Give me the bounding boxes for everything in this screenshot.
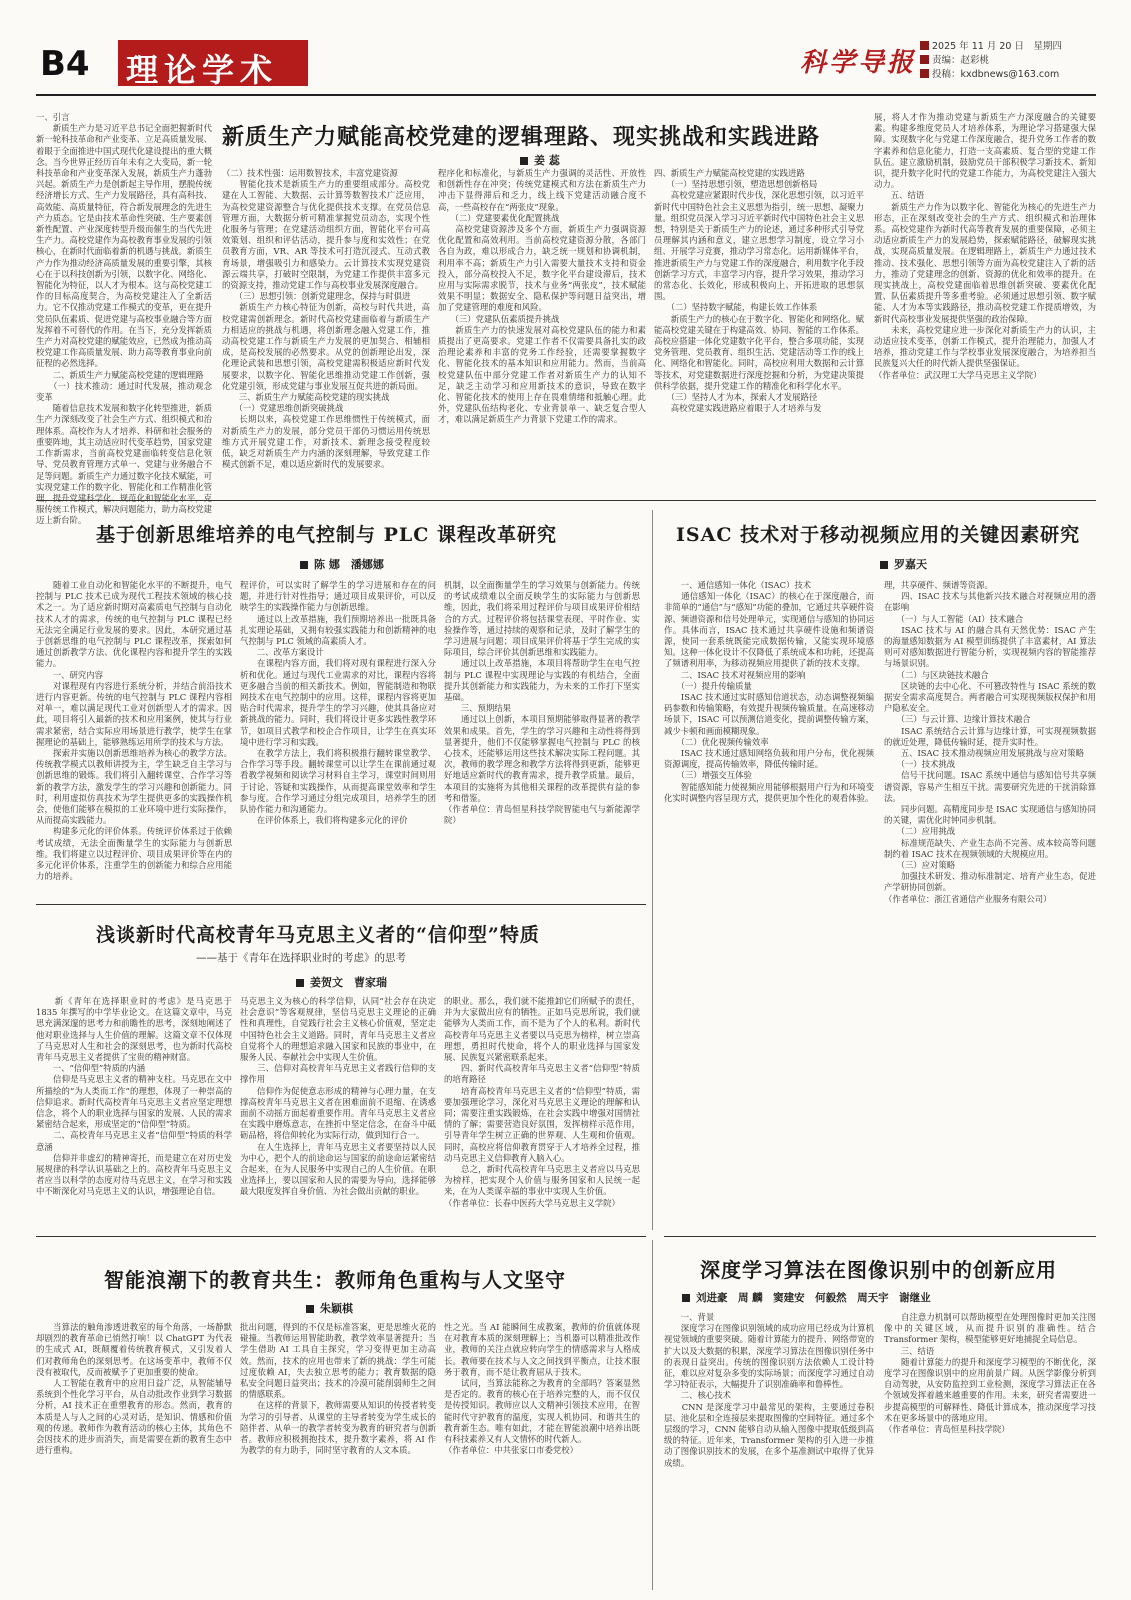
- article2-author: [300, 556, 384, 572]
- editor-name: 责编：赵彩桃: [932, 55, 990, 66]
- article1-column-4: 四、新质生产力赋能高校党建的实践进路 （一）坚持思想引领，塑造思想创新格局 高校党建应紧跟时代步伐，深化思想引领，以习近平新时代中国特色社会主义思想为指引，统一思想、凝聚力量。组织党员深入学习习近平新时代中国特色社会主义思想，特别是关于新质生产力的论述，通过多种形式引导党员理解其内涵和意义，建立思想学习制度，设立学习小组、开展学习竞赛，推动学习常态化。运用新媒体平台，推进新质生产力与党建工作的深度融合，利用数字化手段创新学习方式，丰富学习内容，提升学习效果，推动学习的常态化、长效化，形成积极向上、开拓进取的思想氛围。 （二）坚持数字赋能，构建长效工作体系 新质生产力的核心在于数字化、智能化和网络化。赋能高校党建关键在于构建高效、协同、智能的工作体系。高校应搭建一体化党建数字化平台，整合多项功能，实现党务管理、党员教育、组织生活、党建活动等工作的线上化、网络化和智能化。同时，高校应利用大数据和云计算等技术，对党建数据进行深度挖掘和分析，为党建决策提供科学依据，提升党建工作的精准化和科学化水平。 （三）坚持人才为本，探索人才发展路径 高校党建实践进路应着眼于人才培养与发: [654, 168, 864, 414]
- article2-column-3: 机制，以全面衡量学生的学习效果与创新能力。传统的考试成绩难以全面反映学生的实际能力与创新思维，因此，我们将采用过程评价与项目成果评价相结合的方式。过程评价将包括课堂表现、平时作业、实验操作等，通过持续的观察和记录，及时了解学生的学习进展与问题；项目成果评价将基于学生完成的实际项目，综合评价其创新思维和实践能力。 通过以上改革措施，本项目将帮助学生在电气控制与 PLC 课程中实现理论与实践的有机结合，全面提升其创新能力和实践能力，为未来的工作打下坚实基础。 三、预期结果 通过以上创新，本项目预期能够取得显著的教学效果和成果。首先，学生的学习兴趣和主动性将得到显著提升，他们不仅能够掌握电气控制与 PLC 的核心技术，还能够运用这些技术解决实际工程问题。其次，教师的教学理念和教学方法将得到更新，能够更好地适应新时代的教育需求，提升教学质量。最后，本项目的实施将为其他相关课程的改革提供有益的参考和借鉴。 （作者单位：青岛恒星科技学院智能电气与新能源学院）: [444, 580, 640, 826]
- article1-author: [520, 152, 560, 168]
- article4-author-name: 朱颖棋: [320, 1302, 353, 1315]
- divider-2: [36, 904, 646, 905]
- author-bullet-icon: [306, 1305, 314, 1313]
- section-title: 理论学术: [126, 51, 279, 89]
- article3-column-3: 的职业。那么，我们就不能推卸它们所赋予的责任，并为大家做出应有的牺牲。正如马克思所说，我们就能够为人类而工作，而不是为了个人的私利。新时代高校青年马克思主义者要以马克思为榜样，树立崇高理想，勇担时代使命，将个人的职业选择与国家发展、民族复兴紧密联系起来。 四、新时代高校青年马克思主义者“信仰型”特质的培育路径 培育高校青年马克思主义者的“信仰型”特质，需要加强理论学习，深化对马克思主义理论的理解和认同；需要注重实践锻炼，在社会实践中增强对国情社情的了解；需要营造良好氛围，发挥榜样示范作用，引导青年学生树立正确的世界观、人生观和价值观。同时，高校应将信仰教育贯穿于人才培养全过程，推动马克思主义信仰教育入脑入心。 总之，新时代高校青年马克思主义者应以马克思为榜样，把实现个人价值与服务国家和人民统一起来，在为人类谋幸福的事业中实现人生价值。 （作者单位：长春中医药大学马克思主义学院）: [444, 996, 640, 1208]
- mail-icon: [920, 69, 929, 78]
- page-number: B4: [40, 44, 90, 84]
- article1-column-1: 一、引言 新质生产力是习近平总书记全面把握新时代新一轮科技革命和产业变革、立足高质量发展、着眼于全面推进中国式现代化建设提出的重大概念。当今世界正经历百年未有之大变局，新一轮科技革命和产业变革深入发展，新质生产力蓬勃兴起。新质生产力是创新起主导作用，摆脱传统经济增长方式、生产力发展路径，具有高科技、高效能、高质量特征，符合新发展理念的先进生产力质态。它是由技术革命性突破、生产要素创新性配置、产业深度转型升级而催生的当代先进生产力。高校党建作为高校教育事业发展的引领核心，在新时代面临着新的机遇与挑战。新质生产力作为推动经济高质量发展的重要引擎，其核心在于以科技创新为引领，以数字化、网络化、智能化为特征，以人才为根本。这与高校党建工作的目标高度契合，为高校党建注入了全新活力。它不仅推动党建工作模式的变革，更在提升党员队伍素质、促进党建与高校事业融合等方面发挥着不可替代的作用。在当下，充分发挥新质生产力对高校党建的赋能效应，已然成为推动高校党建工作高质量发展、助力高等教育事业向前征程的必然选择。 二、新质生产力赋能高校党建的逻辑理路 （一）技术推动：通过时代发展，推动观念变革 随着信息技术发展和数字化转型推进，新质生产力深刻改变了社会生产方式、组织模式和治理体系。高校作为人才培养、科研和社会服务的重要阵地，其主动适应时代变革趋势，国家党建工作新需求，当前高校党建面临转变信息化领导、党员教育管理方式单一、党建与业务融合不足等问题。新质生产力通过数字化技术赋能，可实现党建工作的数字化、智能化和工作精准化管理，提升党建科学化、规范化和智能化水平，克服传统工作模式，解决问题能力，助力高校党建迈上新台阶。: [36, 112, 212, 526]
- article6-title: 深度学习算法在图像识别中的创新应用: [700, 1258, 1057, 1282]
- article4-column-1: 当算法的触角渗透进教室的每个角落，一场静默却剧烈的教育革命已悄然打响！以 ChatGPT 为代表的生成式 AI，既颠覆着传统教育模式，又引发着人们对教师角色的深刻思考。在这场变革中，教师不仅没有被取代，反而被赋予了更加重要的使命。 人工智能在教育中的应用日益广泛，从智能辅导系统到个性化学习平台，从自动批改作业到学习数据分析，AI 技术正在重塑教育的形态。然而，教育的本质是人与人之间的心灵对话，是知识、情感和价值观的传递。教师作为教育活动的核心主体，其角色不会因技术的进步而消失，而是需要在新的教育生态中进行重构。: [36, 1322, 232, 1456]
- article2-title: 基于创新思维培养的电气控制与 PLC 课程改革研究: [96, 524, 557, 546]
- issue-info: [920, 40, 1062, 82]
- article4-title: 智能浪潮下的教育共生：教师角色重构与人文坚守: [104, 1268, 566, 1292]
- column-divider-lower: [652, 1240, 653, 1590]
- article4-column-2: 批出问题，得到的不仅是标准答案，更是思维火花的碰撞。当教师运用智能助教，教学效率显著提升；当学生借助 AI 工具自主探究，学习变得更加主动高效。然而，技术的应用也带来了新的挑战：学生可能过度依赖 AI，失去独立思考的能力；教育数据的隐私安全问题日益突出；技术的冷漠可能削弱师生之间的情感联系。 在这样的背景下，教师需要从知识的传授者转变为学习的引导者、从课堂的主导者转变为学生成长的陪伴者、从单一的教学者转变为教育的研究者与创新者。教师应积极拥抱技术，提升数字素养，将 AI 作为教学的有力助手，同时坚守教育的人文本质。: [240, 1322, 436, 1456]
- article3-title: 浅谈新时代高校青年马克思主义者的“信仰型”特质: [96, 924, 540, 946]
- author-bullet-icon: [296, 979, 304, 987]
- article2-column-1: 随着工业自动化和智能化水平的不断提升，电气控制与 PLC 技术已成为现代工程技术领域的核心技术之一。为了适应新时期对高素质电气控制与自动化技术人才的需求，传统的电气控制与 PLC 课程已经无法完全满足行业发展的要求。因此，本研究通过基于创新思维的电气控制与 PLC 课程改革，探索如何通过创新教学方法、优化课程内容和提升学生的实践能力。 一、研究内容 对课程现有内容进行系统分析，并结合前沿技术进行内容更新。传统的电气控制与 PLC 课程内容相对单一，难以满足现代工业对创新型人才的需求。因此，项目将引入最新的技术和应用案例，使其与行业需求紧密，结合实际应用场景进行教学，使学生在掌握理论的基础上，能够熟练运用所学的技术与方法。 探索并实施以创新思维培养为核心的教学方法。传统教学模式以教师讲授为主，学生缺乏自主学习与创新思维的锻炼。我们将引入翻转课堂、合作学习等新的教学方法，激发学生的学习兴趣和创新能力。同时，利用虚拟仿真技术为学生提供更多的实践操作机会，使他们能够在模拟的工业环境中进行实际操作，从而提高实践能力。 构建多元化的评价体系。传统评价体系过于依赖考试成绩，无法全面衡量学生的实际能力与创新思维。我们将建立以过程评价、项目成果评价等在内的多元化评价体系，注重学生的创新能力和综合应用能力的培养。: [36, 580, 232, 882]
- author-bullet-icon: [520, 157, 528, 165]
- article6-column-1: 一、背景 深度学习在图像识别领域的成功应用已经成为计算机视觉领域的重要突破。随着计算能力的提升、网络带宽的扩大以及大数据的积累，深度学习算法在图像识别任务中的表现日益突出。传统的图像识别方法依赖人工设计特征，难以应对复杂多变的实际场景；而深度学习通过自动学习特征表示，大幅提升了识别准确率和鲁棒性。 二、核心技术 CNN 是深度学习中最常见的架构，主要通过卷积层、池化层和全连接层来提取图像的空间特征。通过多个层级的学习，CNN 能够自动从输入图像中提取低级到高级的特征。近年来，Transformer 架构的引入进一步推动了图像识别技术的发展，在多个基准测试中取得了优异成绩。: [664, 1312, 874, 1468]
- article1-column-5: 展，将人才作为推动党建与新质生产力深度融合的关键要素。构建多维度党员人才培养体系，为理论学习搭建强大保障。实现数字化与党建工作深度融合，提升党务工作者的数字素养和信息化能力，打造一支高素质、复合型的党建工作队伍。建立激励机制，鼓励党员干部积极学习新技术、新知识，提升数字化时代的党建工作能力，为高校党建注入强大动力。 五、结语 新质生产力作为以数字化、智能化为核心的先进生产力形态，正在深刻改变社会的生产方式、组织模式和治理体系。高校党建作为新时代高等教育发展的重要保障，必须主动适应新质生产力的发展趋势，探索赋能路径，破解现实挑战，实现高质量发展。在逻辑理路上，新质生产力通过技术推动、技术强化、思想引领等方面为高校党建注入了新的活力，推动了党建理念的创新、资源的优化和效率的提升。在现实挑战上，高校党建面临着思维创新突破、要素优化配置、队伍素质提升等多重考验。必须通过思想引领、数字赋能、人才为本等实践路径，推动高校党建工作提质增效，为新时代高校事业发展提供坚强的政治保障。 未来，高校党建应进一步深化对新质生产力的认识，主动适应技术变革，创新工作模式，提升治理能力，加强人才培养，推动党建工作与学校事业发展深度融合，为培养担当民族复兴大任的时代新人提供坚强保证。 （作者单位：武汉理工大学马克思主义学院）: [874, 112, 1096, 380]
- article3-author: [296, 974, 387, 990]
- article2-author-name: 陈 娜 潘娜娜: [314, 558, 384, 571]
- column-divider: [652, 510, 653, 1230]
- article4-column-3: 性之光。当 AI 能瞬间生成教案，教师的价值就体现在对教育本质的深刻理解上；当机器可以精准批改作业，教师的关注点就应转向学生的情感需求与人格成长。教师要在技术与人文之间找到平衡点，让技术服务于教育，而不是让教育屈从于技术。 试问，当算法能称之为教育的全部吗？答案显然是否定的。教育的核心在于培养完整的人，而不仅仅是传授知识。教师应以人文精神引领技术应用，在智能时代守护教育的温度，实现人机协同、和谐共生的教育新生态。唯有如此，才能在智能浪潮中培养出既有科技素养又有人文情怀的时代新人。 （作者单位：中共张家口市委党校）: [444, 1322, 640, 1456]
- article6-author: [682, 1290, 931, 1305]
- article2-column-2: 程评价，可以实时了解学生的学习进展和存在的问题，并进行针对性指导；通过项目成果评价，可以反映学生的实践操作能力与创新思维。 通过以上改革措施，我们预期培养出一批既具备扎实理论基础，又拥有较强实践能力和创新精神的电气控制与 PLC 领域的高素质人才。 二、改革方案设计 在课程内容方面，我们将对现有课程进行深入分析和优化。通过与现代工业需求的对比，课程内容将更多融合当前的相关新技术。例如，智能制造和物联网技术在电气控制中的应用。这样，课程内容将更加贴合时代需求，提升学生的学习兴趣，使其具备应对新挑战的能力。同时，我们将设计更多实践性教学环节，如项目式教学和校企合作项目，让学生在真实环境中进行学习和实践。 在教学方法上，我们将积极推行翻转课堂教学、合作学习等手段。翻转课堂可以让学生在课前通过观看教学视频和阅读学习材料自主学习，课堂时间则用于讨论、答疑和实践操作，从而提高课堂效率和学生参与度。合作学习通过分组完成项目，培养学生的团队协作能力和沟通能力。 在评价体系上，我们将构建多元化的评价: [240, 580, 436, 826]
- article5-column-2: 理，共享硬件、频谱等资源。 四、ISAC 技术与其他新兴技术融合对视频应用的潜在影响 （一）与人工智能（AI）技术融合 ISAC 技术与 AI 的融合具有天然优势：ISAC 产生的海量感知数据为 AI 模型训练提供了丰富素材，AI 算法则可对感知数据进行智能分析，实现视频内容的智能推荐与场景识别。 （二）与区块链技术融合 区块链的去中心化、不可篡改特性与 ISAC 系统的数据安全需求高度契合。两者融合可实现视频版权保护和用户隐私安全。 （三）与云计算、边缘计算技术融合 ISAC 系统结合云计算与边缘计算，可实现视频数据的就近处理，降低传输时延，提升实时性。 五、ISAC 技术推动视频应用发展挑战与应对策略 （一）技术挑战 信号干扰问题。ISAC 系统中通信与感知信号共享频谱资源，容易产生相互干扰。需要研究先进的干扰消除算法。 同步问题。高精度同步是 ISAC 实现通信与感知协同的关键，需优化时钟同步机制。 （二）应用挑战 标准规范缺失、产业生态尚不完善、成本较高等问题制约着 ISAC 技术在视频领域的大规模应用。 （三）应对策略 加强技术研发、推动标准制定、培育产业生态，促进产学研协同创新。 （作者单位：浙江省通信产业服务有限公司）: [884, 580, 1096, 904]
- article5-author: [880, 556, 927, 572]
- article3-column-2: 马克思主义为核心的科学信仰，认同“社会存在决定社会意识”等客观规律，坚信马克思主义理论的正确性和真理性，自觉践行社会主义核心价值观，坚定走中国特色社会主义道路。同时，青年马克思主义者应自觉将个人的理想追求融入国家和民族的事业中，在服务人民、奉献社会中实现人生价值。 三、信仰对高校青年马克思主义者践行信仰的支撑作用 信仰作为促使意志形成的精神与心理力量，在支撑高校青年马克思主义者在困难面前不退缩、在诱惑面前不动摇方面起着重要作用。青年马克思主义者应在实践中磨炼意志，在挫折中坚定信念，在奋斗中砥砺品格，将信仰转化为实际行动，做到知行合一。 在人生选择上，青年马克思主义者要坚持以人民为中心，把个人的前途命运与国家的前途命运紧密结合起来，在为人民服务中实现自己的人生价值。在职业选择上，要以国家和人民的需要为导向，选择能够最大限度发挥自身价值、为社会做出贡献的职业。: [240, 996, 436, 1197]
- editor-icon: [920, 55, 929, 64]
- article4-author: [306, 1300, 353, 1316]
- article5-title: ISAC 技术对于移动视频应用的关键因素研究: [676, 524, 1081, 546]
- submission-email[interactable]: 投稿：kxdbnews@163.com: [932, 69, 1060, 80]
- article1-column-3: 程序化和标准化，与新质生产力强调的灵活性、开放性和创新性存在冲突；传统党建模式和方法在新质生产力冲击下显得滞后和乏力，线上线下党建活动融合度不高，一些高校存在“两张皮”现象。 （二）党建要素优化配置挑战 高校党建资源涉及多个方面，新质生产力强调资源优化配置和高效利用。当前高校党建资源分散，各部门各自为政，难以形成合力，缺乏统一规划和协调机制，利用率不高；新质生产力引入需要大量技术支持和资金投入，部分高校投入不足，数字化平台建设滞后，技术应用与实际需求脱节，技术与业务“两张皮”，技术赋能效果不明显；数据安全、隐私保护等问题日益突出，增加了党建管理的难度和风险。 （三）党建队伍素质提升挑战 新质生产力的快速发展对高校党建队伍的能力和素质提出了更高要求。党建工作者不仅需要具备扎实的政治理论素养和丰富的党务工作经验，还需要掌握数字化、智能化技术的基本知识和应用能力。然而，当前高校党建队伍中部分党建工作者对新质生产力的认知不足，缺乏主动学习和应用新技术的意识，导致在数字化、智能化技术的使用上存在畏难情绪和抵触心理。此外，党建队伍结构老化、专业背景单一、缺乏复合型人才，难以满足新质生产力背景下党建工作的需求。: [438, 168, 646, 425]
- article3-column-1: 新《青年在选择职业时的考虑》是马克思于 1835 年撰写的中学毕业论文。在这篇文章中，马克思充满深邃的思考力和前瞻性的思考，深刻地阐述了他对职业选择与人生价值的理解。这篇文章不仅体现了马克思对人生和社会的深刻思考，也为新时代高校青年马克思主义者提供了宝贵的精神财富。 一、“信仰型”特质的内涵 信仰是马克思主义者的精神支柱。马克思在文中所描绘的“为人类而工作”的理想，体现了一种崇高的信仰追求。新时代高校青年马克思主义者应坚定理想信念，将个人的职业选择与国家的发展、人民的需求紧密结合起来，形成坚定的“信仰型”特质。 二、高校青年马克思主义者“信仰型”特质的科学意涵 信仰并非虚幻的精神寄托，而是建立在对历史发展规律的科学认识基础之上的。高校青年马克思主义者应当以科学的态度对待马克思主义，在学习和实践中不断深化对马克思主义的认识，增强理论自信。: [36, 996, 232, 1197]
- article5-column-1: 一、通信感知一体化（ISAC）技术 通信感知一体化（ISAC）的核心在于深度融合，而非简单的“通信”与“感知”功能的叠加，它通过共享硬件资源、频谱资源和信号处理单元，实现通信与感知的协同运作。具体而言，ISAC 技术通过共享硬件设施和频谱资源，使同一套系统既能完成数据传输，又能实现环境感知。这种一体化设计不仅降低了系统成本和功耗，还提高了频谱利用率，为移动视频应用提供了新的技术支撑。 二、ISAC 技术对视频应用的影响 （一）提升传输质量 ISAC 技术通过实时感知信道状态，动态调整视频编码参数和传输策略，有效提升视频传输质量。在高速移动场景下，ISAC 可以预测信道变化，提前调整传输方案，减少卡顿和画面模糊现象。 （二）优化视频传输效率 ISAC 技术通过感知网络负载和用户分布，优化视频资源调度，提高传输效率，降低传输时延。 （三）增强交互体验 智能感知能力使视频应用能够根据用户行为和环境变化实时调整内容呈现方式，提供更加个性化的观看体验。: [664, 580, 874, 803]
- article1-author-name: 姜 蕊: [534, 154, 560, 167]
- divider-3: [36, 1236, 646, 1237]
- author-bullet-icon: [300, 561, 308, 569]
- article1-column-2: （二）技术性强：运用数智技术，丰富党建资源 智能化技术是新质生产力的重要组成部分。高校党建在人工智能、大数据、云计算等数智技术广泛应用，为高校党建资源整合与优化提供技术支撑。在党员信息管理方面，大数据分析可精准掌握党员动态，实现个性化服务与管理；在党建活动组织方面，智能化平台可高效策划、组织和评估活动，提升参与度和实效性；在党员教育方面，VR、AR 等技术可打造沉浸式、互动式教育场景，增强吸引力和感染力。云计算技术实现党建资源云端共享，打破时空限制，为党建工作提供丰富多元的资源支持，推动党建工作与高校事业发展深度融合。 （三）思想引领：创新党建理念，保持与时俱进 新质生产力核心特征为创新，高校与时代共进，高校党建需创新理念。新时代高校党建面临着与新质生产力相适应的挑战与机遇，将创新理念融入党建工作，推动高校党建工作与新质生产力发展的更加契合、相辅相成，是高校发展的必然要求。从党的创新理论出发，深化理论武装和思想引领，高校党建需积极适应新时代发展要求，以数字化、智能化思维推动党建工作创新，强化党建引领，形成党建与事业发展互促共进的新局面。 三、新质生产力赋能高校党建的现实挑战 （一）党建思维创新突破挑战 长期以来，高校党建工作思维惯性于传统模式，面对新质生产力的发展，部分党员干部仍习惯运用传统思维方式开展党建工作，对新技术、新理念接受程度较低，缺乏对新质生产力内涵的深刻理解，导致党建工作模式创新不足，难以适应新时代的发展要求。: [222, 168, 430, 470]
- divider-4: [664, 1236, 1096, 1237]
- divider-1: [36, 500, 1096, 501]
- article3-author-name: 姜贺文 曹家瑞: [310, 976, 387, 989]
- author-bullet-icon: [682, 1294, 690, 1302]
- article6-author-name: 刘进豪 周 麟 窦建安 何毅然 周天宇 谢继业: [696, 1292, 931, 1304]
- header-rule: [36, 94, 1096, 96]
- calendar-icon: [920, 41, 929, 50]
- article6-column-2: 自注意力机制可以帮助模型在处理图像时更加关注图像中的关键区域，从而提升识别的准确性。结合 Transformer 架构，模型能够更好地捕捉全局信息。 三、结语 随着计算能力的提升和深度学习模型的不断优化，深度学习在图像识别中的应用前景广阔。从医学影像分析到自动驾驶，从安防监控到工业检测，深度学习算法正在各个领域发挥着越来越重要的作用。未来，研究者需要进一步提高模型的可解释性、降低计算成本，推动深度学习技术在更多场景中的落地应用。 （作者单位：青岛恒星科技学院）: [884, 1312, 1096, 1435]
- issue-date: 2025 年 11 月 20 日 星期四: [932, 41, 1062, 52]
- article1-title: 新质生产力赋能高校党建的逻辑理路、现实挑战和实践进路: [222, 124, 821, 150]
- masthead-logo: 科学导报: [800, 48, 917, 78]
- article5-author-name: 罗嘉天: [894, 558, 927, 571]
- author-bullet-icon: [880, 561, 888, 569]
- article3-subtitle: ——基于《青年在选择职业时的考虑》的思考: [196, 952, 406, 964]
